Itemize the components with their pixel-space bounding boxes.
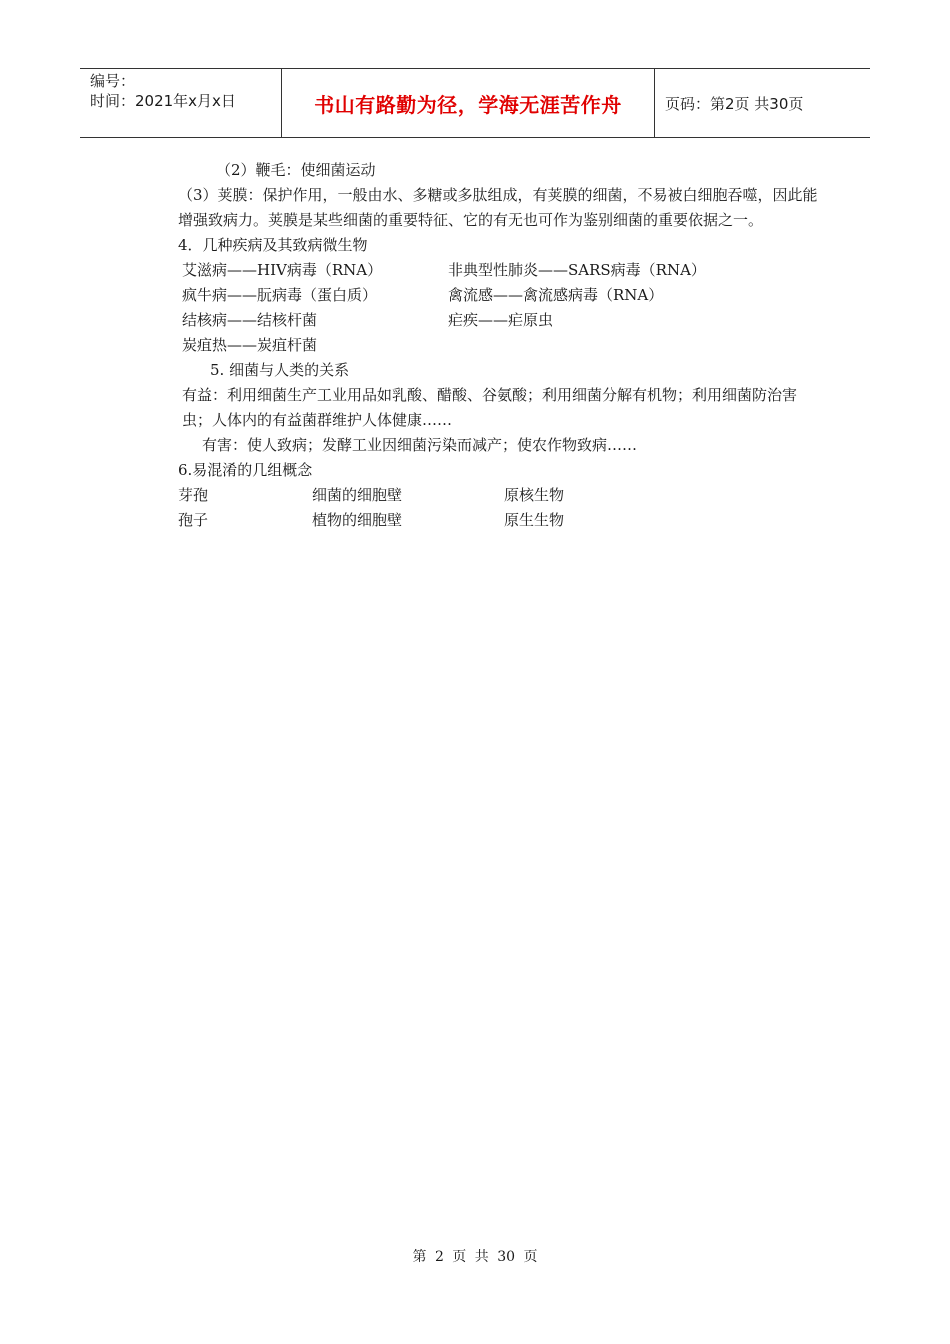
disease-right xyxy=(448,333,818,358)
concept-cell: 芽孢 xyxy=(178,486,209,504)
flagella-text: （2）鞭毛：使细菌运动 xyxy=(216,161,376,179)
concept-cell: 孢子 xyxy=(178,511,209,529)
concept-cell: 原核生物 xyxy=(504,486,565,504)
header-page-info-cell xyxy=(655,69,870,137)
disease-right: 非典型性肺炎——SARS病毒（RNA） xyxy=(448,261,706,279)
concept-cell: 植物的细胞壁 xyxy=(312,511,403,529)
concept-row xyxy=(178,483,818,508)
header-motto-cell xyxy=(282,69,655,137)
motto-text: 书山有路勤为径，学海无涯苦作舟 xyxy=(314,92,622,117)
page-footer xyxy=(0,1246,950,1266)
disease-left: 艾滋病——HIV病毒（RNA） xyxy=(182,261,383,279)
disease-row xyxy=(178,308,818,333)
disease-left: 炭疽热——炭疽杆菌 xyxy=(182,336,318,354)
disease-left: 疯牛病——朊病毒（蛋白质） xyxy=(182,286,378,304)
serial-number-label: 编号： xyxy=(90,72,136,90)
disease-left: 结核病——结核杆菌 xyxy=(182,311,318,329)
footer-page-number: 第 2 页 共 30 页 xyxy=(412,1249,538,1265)
page-info-text: 页码：第2页 共30页 xyxy=(665,94,804,113)
page-header xyxy=(80,68,870,138)
concept-cell: 细菌的细胞壁 xyxy=(312,486,403,504)
concept-row xyxy=(178,508,818,533)
section5-title: 5. 细菌与人类的关系 xyxy=(210,361,350,379)
disease-row xyxy=(178,333,818,358)
benefit-paragraph: 有益：利用细菌生产工业用品如乳酸、醋酸、谷氨酸；利用细菌分解有机物；利用细菌防治害虫；人体内的有益菌群维护人体健康…… xyxy=(182,386,798,429)
disease-row xyxy=(178,258,818,283)
harm-text: 有害：使人致病；发酵工业因细菌污染而减产；使农作物致病…… xyxy=(202,436,638,454)
disease-right: 禽流感——禽流感病毒（RNA） xyxy=(448,286,664,304)
date-label: 时间：2021年x月x日 xyxy=(90,92,236,110)
disease-row xyxy=(178,283,818,308)
section6-title: 6.易混淆的几组概念 xyxy=(178,461,313,479)
section4-title: 4．几种疾病及其致病微生物 xyxy=(178,236,368,254)
document-body xyxy=(178,158,818,533)
header-meta xyxy=(80,69,282,137)
disease-right: 疟疾——疟原虫 xyxy=(448,311,554,329)
capsule-paragraph: （3）荚膜：保护作用，一般由水、多糖或多肽组成，有荚膜的细菌，不易被白细胞吞噬，因此能增强致病力。荚膜是某些细菌的重要特征、它的有无也可作为鉴别细菌的重要依据之一。 xyxy=(178,186,818,229)
concept-cell: 原生生物 xyxy=(504,511,565,529)
